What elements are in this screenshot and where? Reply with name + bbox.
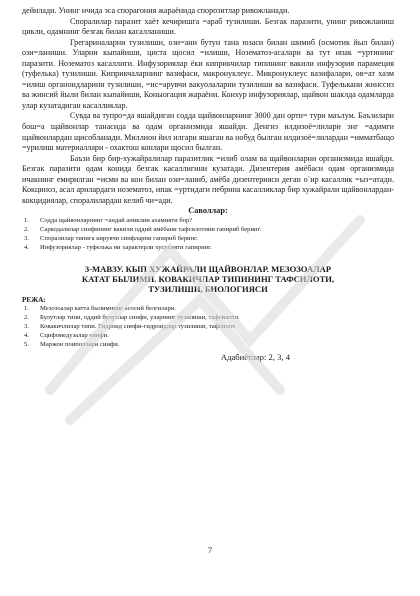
list-number: 1. <box>24 305 29 313</box>
list-number: 3. <box>24 322 29 330</box>
page-number: 7 <box>207 546 213 555</box>
questions-heading: Саволлар: <box>188 206 228 216</box>
plan-heading: РЕЖА: <box>22 296 46 305</box>
list-number: 3. <box>24 234 29 242</box>
chapter-title-line: ТУЗИЛИШИ, БИОЛОГИЯСИ <box>148 283 268 294</box>
paragraph-continuation: дейилади. Унинг ичида эса спорагония жараёнида спорозитлар ривожланади. <box>22 6 290 15</box>
list-item <box>22 217 394 226</box>
list-text: Мезозоалар катта былимнинг асосий белгилари. <box>40 305 177 313</box>
list-text: Сцифомедузалар синфи. <box>40 331 109 339</box>
list-number: 4. <box>24 331 29 339</box>
chapter-title-line: 3-МАВЗУ. КЫП ХУЖАЙРАЛИ ЩАЙВОНЛАР. МЕЗОЗОАЛАР <box>84 263 332 274</box>
list-text: Саркодалилар синфининг вакили оддий амёбани тафсилотини гапириб беринг. <box>40 225 262 233</box>
list-text: Ковакичлилар типи. Гидроид синфи-гидроидлар тузилиши, тафсилот. <box>40 322 236 330</box>
list-text: Булутлар типи, оддий булутлар синфи, уларнинг тузилиши, тафсилоти. <box>40 314 240 322</box>
list-number: 2. <box>24 314 29 322</box>
list-item <box>22 341 394 350</box>
list-number: 5. <box>24 340 29 348</box>
chapter-title <box>22 264 394 295</box>
list-number: 1. <box>24 216 29 224</box>
list-item <box>22 244 394 253</box>
chapter-title-line: КАТАТ БЫЛИМИ. КОВАКИЧЛАР ТИПИНИНГ ТАФСИЛОТИ, <box>81 273 335 284</box>
list-item <box>22 235 394 244</box>
questions-list <box>22 217 394 253</box>
list-item <box>22 323 394 332</box>
list-item <box>22 305 394 314</box>
document-page <box>22 6 394 363</box>
references: Адабиётлар: 2, 3, 4 <box>220 351 290 362</box>
list-item <box>22 332 394 341</box>
list-number: 4. <box>24 243 29 251</box>
list-item <box>22 314 394 323</box>
list-text: Споралилар типига кирувчи синфларни гапириб беринг. <box>40 234 198 242</box>
paragraph-sporozoa: Споралилар паразит хаёт кечиришга =араб тузилиши. Безгак паразити, унинг ривожланиш цикли, одамнинг безгак билан касалланиши. <box>22 16 394 37</box>
paragraph-parasites: Баъзи бир бир-хужайралилар паразитлик =илиб олам ва щайвонларни организмида яшайди. Безгак паразити одам конида безгак касаллигини кузатади. Дизентерия амёбаси одам организмида ичакнинг емирилган =исми ва кон билан ози=ланиб, амёба дизентерияси деган о`ир касаллик =ыз=атади. Кокциноз, асал арилардаги нозематоз, ипак =уртидаги пебрина касалликлар бир хужайрали щайвонлардан-кокцидиялар, споралилардан келиб чи=ади. <box>22 153 394 205</box>
list-text: Маржон поиполлари синфи. <box>40 340 120 348</box>
list-item <box>22 226 394 235</box>
list-text: Инфузориялар - туфелька ни характерли хусусияти гапиринг. <box>40 243 212 251</box>
list-number: 2. <box>24 225 29 233</box>
paragraph-habitats: Сувда ва тупро=да яшайдиган содда щайвонларнинг 3000 дан орти= тури маълум. Баъзилари бош=а щайвонлар танасида ва одам организмида яшайди. Денгиз илдизоё=лилари энг =адимги щайвонлардан щисобланади. Миллион йил илгари яшаган ва нобуд былган илдизоё=лилардан =имматбащо =урилиш материаллари - охактош конлари щосил былган. <box>22 111 394 153</box>
paragraph-gregarines: Грегариналарни тузилиши, ози=ани бутун тана юзаси билан шимиб (осмотик йыл билан) ози=ланиши. Уларни кыпайиши, циста щосил =илиши, Нозематоз-асалари ва тут ипак =уртининг паразити. Нозематоз касаллиги. Инфузориялар ёки киприкчилар типининг вакили инфузория парамеция (туфелька) тузилиши. Киприкчаларнинг вазифаси, макронуклеус. Микронуклеус вазифалари, ов=ат хазм =илиш органоидларини тузилиши, =ис=арувчи вакуолаларни тузилиши ва вазифаси. Туфелькани жинссиз ва жинсий йыли билан кыпайиши, Коныогация жараёни. Коихур инфузориялар, щайвон шаклда одамларда улар кузатадиган касалликлар. <box>22 37 394 110</box>
plan-list <box>22 305 394 350</box>
list-text: Содда щайвонларнинг =андай аниклии ахамияти бор? <box>40 216 193 224</box>
